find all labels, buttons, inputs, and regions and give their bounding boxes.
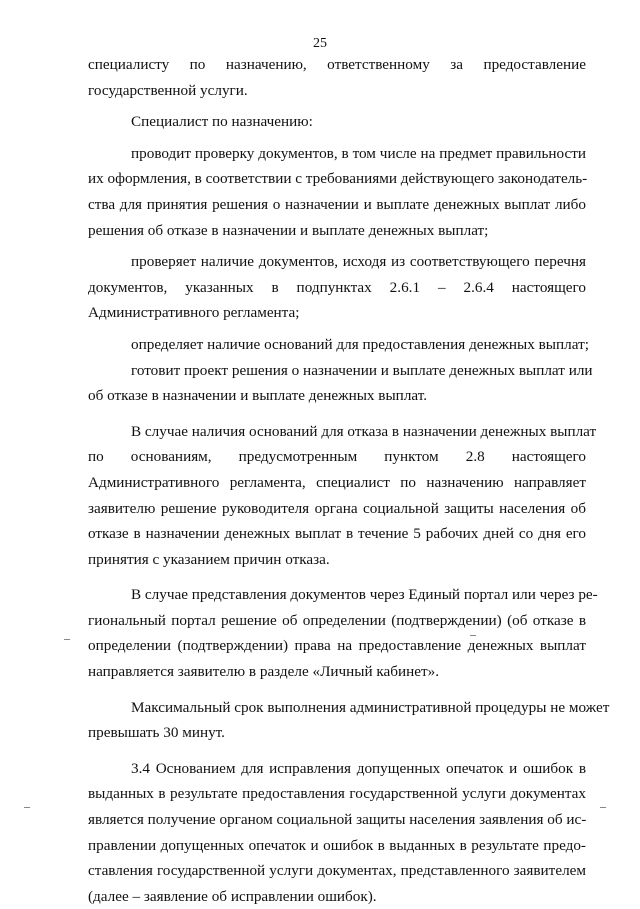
paragraph-9 xyxy=(88,695,610,746)
text-line: специалисту по назначению, ответственному за предоставление xyxy=(88,56,586,73)
text-line: 3.4 Основанием для исправления допущенных опечаток и ошибок в xyxy=(131,759,586,777)
text-line: государственной услуги. xyxy=(88,81,248,99)
text-line: их оформления, в соответствии с требованиями действующего законодатель- xyxy=(88,170,588,188)
text-line: готовит проект решения о назначении и выплате денежных выплат или xyxy=(131,361,593,379)
text-line: гиональный портал решение об определении (подтверждении) (об отказе в xyxy=(88,611,586,629)
paragraph-7 xyxy=(88,419,597,573)
text-line: заявителю решение руководителя органа социальной защиты населения об xyxy=(88,499,586,517)
text-line: принятия с указанием причин отказа. xyxy=(88,550,330,568)
text-line: В случае наличия оснований для отказа в назначении денежных выплат xyxy=(131,422,597,440)
paragraph-3 xyxy=(88,141,586,243)
scan-mark: – xyxy=(600,799,606,813)
text-line: ставления государственной услуги документах, представленного заявителем xyxy=(88,862,586,880)
text-line: Административного регламента, специалист по назначению направляет xyxy=(88,473,586,491)
text-line: отказе в назначении денежных выплат в течение 5 рабочих дней со дня его xyxy=(88,525,586,543)
text-line: решения об отказе в назначении и выплате денежных выплат; xyxy=(88,221,489,239)
paragraph-4 xyxy=(88,249,586,326)
paragraph-2 xyxy=(88,109,586,135)
text-line: выданных в результате предоставления государственной услуги документах xyxy=(88,785,586,803)
text-line: проверяет наличие документов, исходя из соответствующего перечня xyxy=(131,253,586,271)
text-line: направляется заявителю в разделе «Личный кабинет». xyxy=(88,663,440,681)
paragraph-1 xyxy=(88,52,586,103)
text-line: документов, указанных в подпунктах 2.6.1 – 2.6.4 настоящего xyxy=(88,278,586,296)
text-line: по основаниям, предусмотренным пунктом 2.8 настоящего xyxy=(88,448,586,466)
text-line: определяет наличие оснований для предоставления денежных выплат; xyxy=(131,335,589,353)
text-line: определении (подтверждении) права на предоставление денежных выплат xyxy=(88,637,586,655)
text-line: является получение органом социальной защиты населения заявления об ис- xyxy=(88,811,587,829)
paragraph-8 xyxy=(88,582,598,684)
text-line: ства для принятия решения о назначении и выплате денежных выплат либо xyxy=(88,195,586,213)
page-number: 25 xyxy=(313,36,327,51)
text-line: правлении допущенных опечаток и ошибок в выданных в результате предо- xyxy=(88,836,586,854)
text-line: проводит проверку документов, в том числе на предмет правильности xyxy=(131,144,586,162)
paragraph-5 xyxy=(88,332,589,358)
text-line: превышать 30 минут. xyxy=(88,724,225,742)
text-line: Максимальный срок выполнения административной процедуры не может xyxy=(131,698,610,716)
text-line: (далее – заявление об исправлении ошибок). xyxy=(88,887,377,905)
scan-mark: – xyxy=(24,799,30,813)
paragraph-6 xyxy=(88,358,593,409)
scan-mark: – xyxy=(64,631,70,645)
text-line: об отказе в назначении и выплате денежных выплат. xyxy=(88,387,428,405)
paragraph-10 xyxy=(88,756,586,909)
scan-mark: – xyxy=(470,627,476,641)
document-body xyxy=(88,52,610,909)
text-line: Административного регламента; xyxy=(88,304,300,322)
text-line: В случае представления документов через Единый портал или через ре- xyxy=(131,586,598,604)
text-line: Специалист по назначению: xyxy=(131,113,313,131)
